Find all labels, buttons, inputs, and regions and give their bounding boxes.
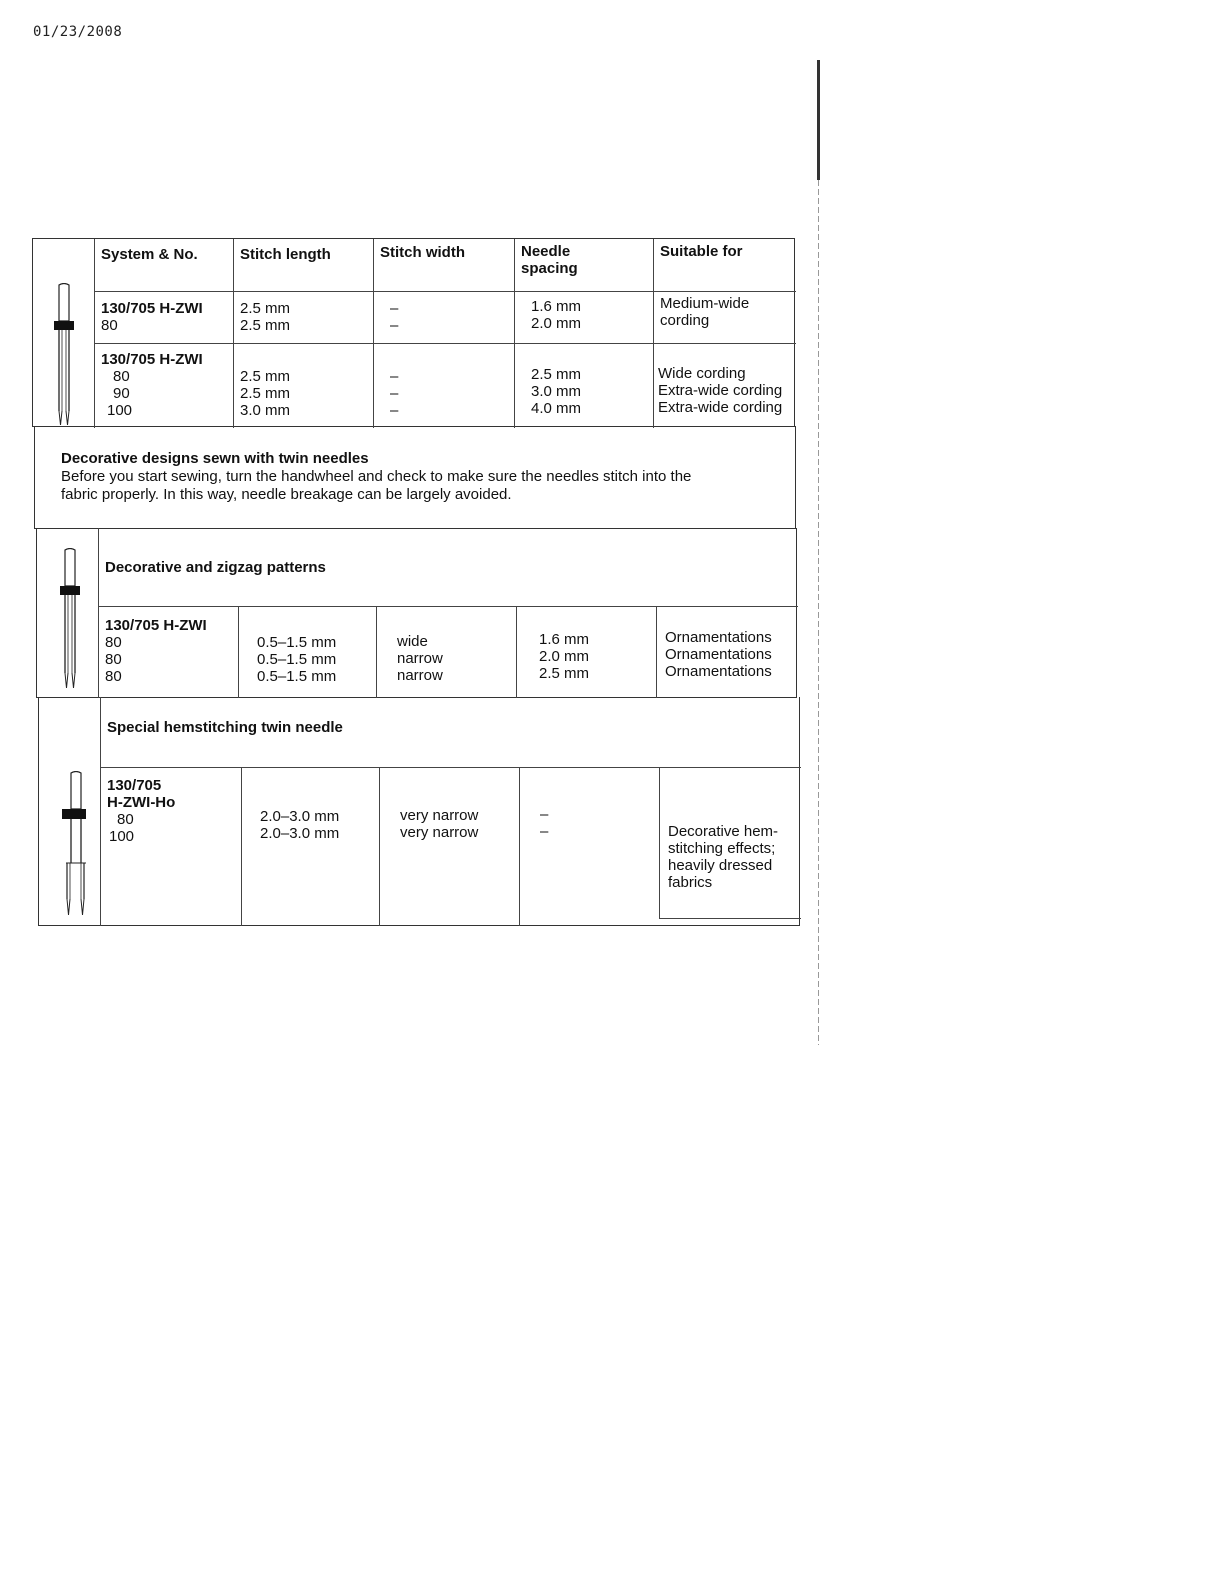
table-decorative-zigzag: Decorative and zigzag patterns 130/705 H-ZWI 80 80 80 0.5–1.5 mm 0.5–1.5 mm 0.5–1.5 mm wide narrow narrow 1.6 mm 2.0 mm 2.5 mm Ornamentations Ornamentations Ornamentations <box>36 528 797 698</box>
table-hemstitching: Special hemstitching twin needle 130/705 H-ZWI-Ho 80 100 2.0–3.0 mm 2.0–3.0 mm very narrow very narrow – – Decorative hem- stitching effects; heavily dressed fabrics <box>38 697 800 926</box>
table-twin-needle-cording: System & No. Stitch length Stitch width Needle spacing Suitable for 130/705 H-ZWI 80 2.5 mm 2.5 mm – – 1.6 mm 2.0 mm Medium-wide cording 130/705 H-ZWI 80 90 100 2.5 mm 2.5 mm 3.0 mm – – – 2.5 mm 3.0 mm 4.0 mm Wide cording Extra-wide cording Extra-wide cording <box>32 238 795 427</box>
page-date: 01/23/2008 <box>33 24 123 40</box>
header-stitch-width: Stitch width <box>380 244 465 261</box>
note-line-2: fabric properly. In this way, needle breakage can be largely avoided. <box>61 486 512 503</box>
note-section <box>34 426 796 529</box>
table-row: 130/705 H-ZWI 80 90 100 <box>94 343 233 428</box>
table-row: 130/705 H-ZWI 80 <box>94 291 233 343</box>
twin-needle-icon <box>47 283 81 433</box>
header-needle-spacing-1: Needle <box>521 243 571 260</box>
section-title-hemstitching: Special hemstitching twin needle <box>107 719 343 736</box>
scan-edge-line <box>817 60 820 1045</box>
table-row: 130/705 H-ZWI 80 80 80 <box>98 606 238 698</box>
note-title: Decorative designs sewn with twin needles <box>61 450 369 467</box>
table-row: 130/705 H-ZWI-Ho 80 100 <box>100 767 241 926</box>
header-needle-spacing-2: spacing <box>521 260 578 277</box>
section-title-decorative-zigzag: Decorative and zigzag patterns <box>105 559 326 576</box>
header-stitch-length: Stitch length <box>240 246 331 263</box>
hemstitch-twin-needle-icon <box>59 771 93 924</box>
note-line-1: Before you start sewing, turn the handwheel and check to make sure the needles stitch into the <box>61 468 692 485</box>
twin-needle-icon <box>53 548 87 698</box>
header-system: System & No. <box>101 246 198 263</box>
header-suitable-for: Suitable for <box>660 243 743 260</box>
